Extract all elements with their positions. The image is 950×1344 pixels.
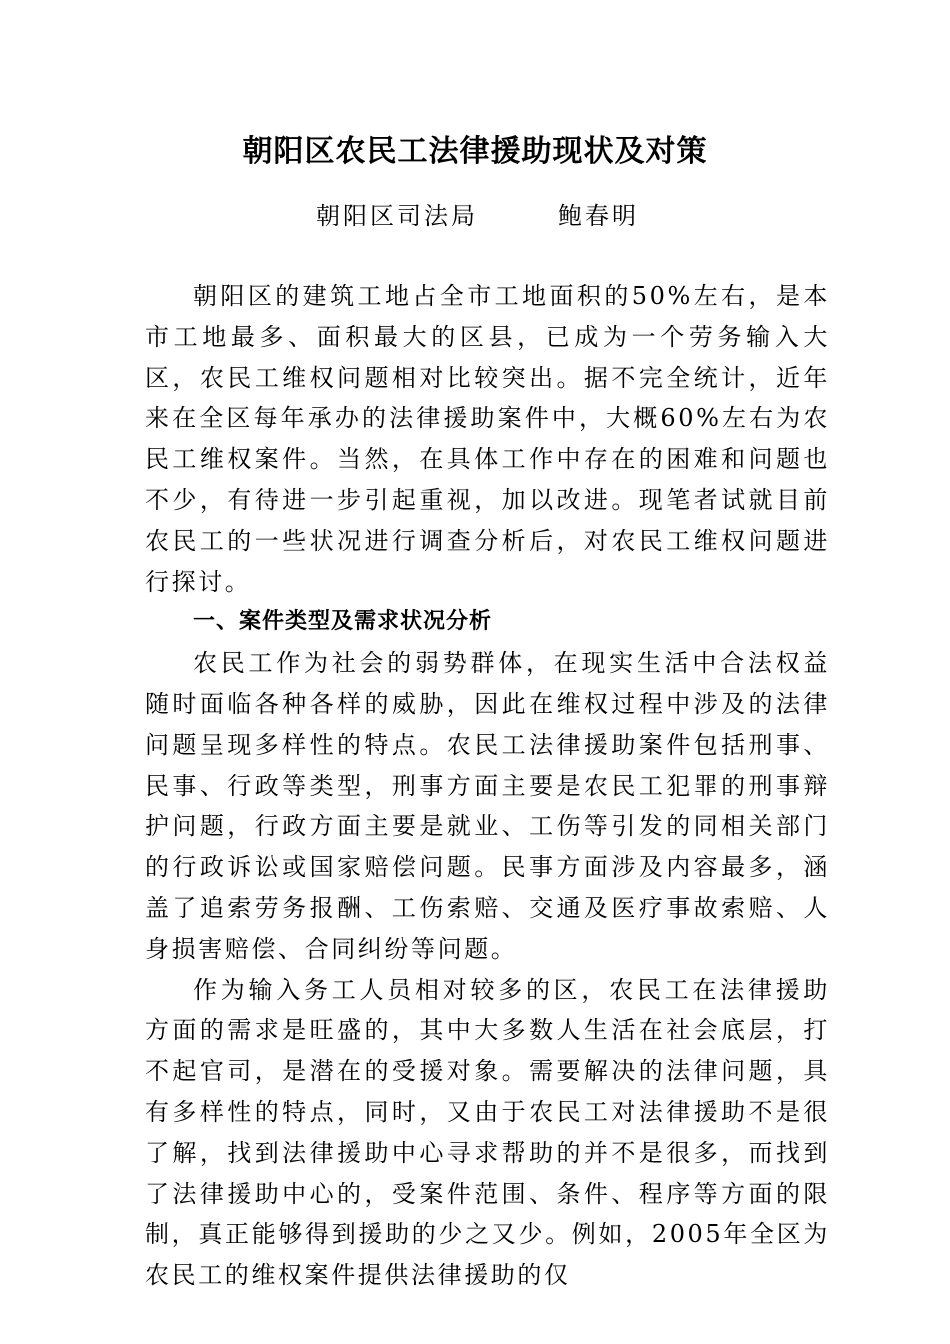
document-body [145, 276, 830, 1296]
author-organization: 朝阳区司法局 [316, 202, 478, 230]
intro-paragraph: 朝阳区的建筑工地占全市工地面积的50%左右，是本市工地最多、面积最大的区县，已成为一个劳务输入大区，农民工维权问题相对比较突出。据不完全统计，近年来在全区每年承办的法律援助案件中，大概60%左右为农民工维权案件。当然，在具体工作中存在的困难和问题也不少，有待进一步引起重视，加以改进。现笔者试就目前农民工的一些状况进行调查分析后，对农民工维权问题进行探讨。 [145, 282, 830, 596]
author-name: 鲍春明 [558, 202, 639, 230]
section-paragraph-1: 农民工作为社会的弱势群体，在现实生活中合法权益随时面临各种各样的威胁，因此在维权过程中涉及的法律问题呈现多样性的特点。农民工法律援助案件包括刑事、民事、行政等类型，刑事方面主要是农民工犯罪的刑事辩护问题，行政方面主要是就业、工伤等引发的同相关部门的行政诉讼或国家赔偿问题。民事方面涉及内容最多，涵盖了追索劳务报酬、工伤索赔、交通及医疗事故索赔、人身损害赔偿、合同纠纷等问题。 [145, 649, 830, 963]
document-title: 朝阳区农民工法律援助现状及对策 [242, 134, 708, 169]
section-heading: 一、案件类型及需求状况分析 [193, 609, 493, 635]
section-paragraph-2: 作为输入务工人员相对较多的区，农民工在法律援助方面的需求是旺盛的，其中大多数人生活在社会底层，打不起官司，是潜在的受援对象。需要解决的法律问题，具有多样性的特点，同时，又由于农民工对法律援助不是很了解，找到法律援助中心寻求帮助的并不是很多，而找到了法律援助中心的，受案件范围、条件、程序等方面的限制，真正能够得到援助的少之又少。例如，2005年全区为农民工的维权案件提供法律援助的仅 [145, 975, 830, 1290]
